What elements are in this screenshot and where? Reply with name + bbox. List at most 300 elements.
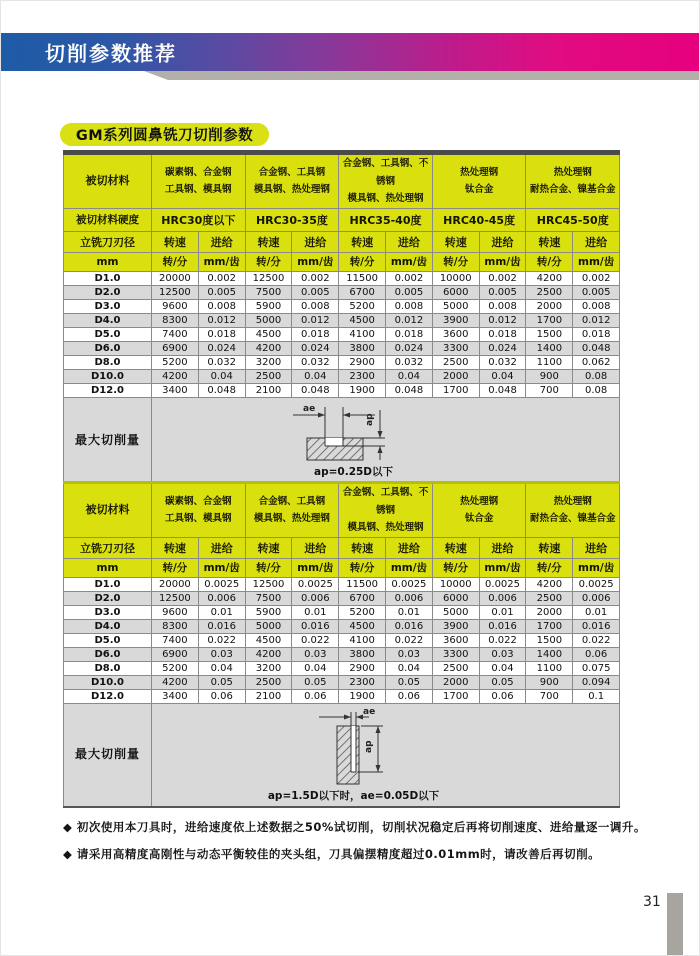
value-cell: 1400: [526, 647, 573, 661]
material-row-label: 被切材料: [64, 483, 152, 538]
value-cell: 0.005: [386, 285, 433, 299]
hardness-value-header: HRC30度以下: [152, 208, 246, 231]
value-cell: 0.048: [573, 341, 620, 355]
value-cell: 1700: [432, 689, 479, 703]
value-cell: 0.016: [198, 619, 245, 633]
value-cell: 4500: [339, 619, 386, 633]
value-cell: 0.032: [386, 355, 433, 369]
value-cell: 0.012: [573, 313, 620, 327]
value-cell: 1900: [339, 689, 386, 703]
value-cell: 0.006: [386, 591, 433, 605]
diameter-cell: D4.0: [64, 313, 152, 327]
value-cell: 0.032: [198, 355, 245, 369]
ap-dim-label: ap: [364, 413, 375, 426]
value-cell: 0.04: [292, 661, 339, 675]
value-cell: 0.048: [386, 383, 433, 397]
value-cell: 0.006: [198, 591, 245, 605]
feed-unit-header: mm/齿: [292, 252, 339, 271]
diagram-caption: ap=1.5D以下时，ae=0.05D以下: [267, 790, 440, 803]
feed-unit-header: mm/齿: [479, 252, 526, 271]
value-cell: 3800: [339, 341, 386, 355]
value-cell: 0.002: [198, 271, 245, 285]
speed-unit-header: 转/分: [245, 558, 292, 577]
data-row: [64, 313, 620, 327]
diameter-cell: D5.0: [64, 327, 152, 341]
value-cell: 0.024: [479, 341, 526, 355]
value-cell: 3600: [432, 633, 479, 647]
units-row: [64, 252, 620, 271]
hardness-row: [64, 208, 620, 231]
diameter-unit-label: mm: [64, 558, 152, 577]
feed-header: 进给: [573, 231, 620, 252]
diagram-caption: ap=0.25D以下: [314, 465, 394, 478]
value-cell: 7400: [152, 327, 199, 341]
material-group-header: 热处理钢 钛合金: [432, 153, 526, 209]
value-cell: 4200: [526, 271, 573, 285]
value-cell: 2500: [245, 675, 292, 689]
speed-header: 转速: [152, 231, 199, 252]
material-group-header: 热处理钢 耐热合金、镍基合金: [526, 483, 620, 538]
value-cell: 2100: [245, 383, 292, 397]
value-cell: 0.01: [198, 605, 245, 619]
value-cell: 6900: [152, 647, 199, 661]
material-group-header: 热处理钢 钛合金: [432, 483, 526, 538]
value-cell: 0.01: [573, 605, 620, 619]
value-cell: 1700: [526, 619, 573, 633]
value-cell: 0.075: [573, 661, 620, 675]
max-cut-row: [64, 397, 620, 483]
feed-unit-header: mm/齿: [198, 252, 245, 271]
value-cell: 0.012: [479, 313, 526, 327]
feed-header: 进给: [198, 231, 245, 252]
value-cell: 5000: [245, 313, 292, 327]
value-cell: 4100: [339, 633, 386, 647]
ap-dim-label: ap: [363, 740, 374, 754]
footnote-2: ◆ 请采用高精度高刚性与动态平衡较佳的夹头组，刀具偏摆精度超过0.01mm时，请改善后再切削。: [63, 847, 601, 861]
value-cell: 0.016: [479, 619, 526, 633]
value-cell: 2000: [526, 605, 573, 619]
speed-unit-header: 转/分: [339, 252, 386, 271]
value-cell: 0.005: [198, 285, 245, 299]
value-cell: 2500: [432, 355, 479, 369]
value-cell: 9600: [152, 605, 199, 619]
value-cell: 6700: [339, 285, 386, 299]
value-cell: 0.012: [386, 313, 433, 327]
value-cell: 12500: [245, 577, 292, 591]
feed-unit-header: mm/齿: [292, 558, 339, 577]
material-group-header: 合金钢、工具钢 模具钢、热处理钢: [245, 153, 339, 209]
max-cut-label: 最大切削量: [64, 703, 152, 807]
feed-unit-header: mm/齿: [198, 558, 245, 577]
value-cell: 0.05: [292, 675, 339, 689]
value-cell: 0.05: [198, 675, 245, 689]
speed-header: 转速: [432, 231, 479, 252]
value-cell: 1100: [526, 355, 573, 369]
hardness-value-header: HRC45-50度: [526, 208, 620, 231]
value-cell: 0.048: [292, 383, 339, 397]
value-cell: 11500: [339, 577, 386, 591]
diameter-cell: D8.0: [64, 355, 152, 369]
data-row: [64, 327, 620, 341]
value-cell: 1700: [432, 383, 479, 397]
speed-unit-header: 转/分: [526, 558, 573, 577]
diagram-wrap: [120, 706, 587, 803]
footnote-1: ◆ 初次使用本刀具时，进给速度依上述数据之50%试切削，切削状况稳定后再将切削速度、进给量逐一调升。: [63, 820, 646, 834]
feed-header: 进给: [386, 537, 433, 558]
speed-unit-header: 转/分: [245, 252, 292, 271]
material-group-header: 合金钢、工具钢、不锈钢 模具钢、热处理钢: [339, 483, 433, 538]
value-cell: 0.022: [386, 633, 433, 647]
material-group-header: 碳素钢、合金钢 工具钢、模具钢: [152, 153, 246, 209]
value-cell: 0.04: [479, 369, 526, 383]
value-cell: 0.024: [386, 341, 433, 355]
diameter-cell: D10.0: [64, 675, 152, 689]
value-cell: 0.008: [386, 299, 433, 313]
value-cell: 6000: [432, 591, 479, 605]
value-cell: 0.03: [198, 647, 245, 661]
value-cell: 0.008: [198, 299, 245, 313]
value-cell: 900: [526, 369, 573, 383]
value-cell: 5900: [245, 605, 292, 619]
diameter-cell: D5.0: [64, 633, 152, 647]
value-cell: 0.018: [573, 327, 620, 341]
value-cell: 0.01: [479, 605, 526, 619]
value-cell: 0.018: [292, 327, 339, 341]
value-cell: 0.0025: [292, 577, 339, 591]
speed-unit-header: 转/分: [339, 558, 386, 577]
value-cell: 0.04: [292, 369, 339, 383]
value-cell: 0.04: [198, 369, 245, 383]
value-cell: 0.002: [386, 271, 433, 285]
data-row: [64, 271, 620, 285]
speed-header: 转速: [339, 537, 386, 558]
data-row: [64, 285, 620, 299]
data-row: [64, 341, 620, 355]
value-cell: 0.05: [386, 675, 433, 689]
value-cell: 4200: [245, 341, 292, 355]
value-cell: 2500: [526, 285, 573, 299]
value-cell: 0.005: [573, 285, 620, 299]
value-cell: 2900: [339, 355, 386, 369]
feed-header: 进给: [198, 537, 245, 558]
speed-header: 转速: [526, 537, 573, 558]
value-cell: 3400: [152, 689, 199, 703]
diameter-cell: D3.0: [64, 299, 152, 313]
value-cell: 700: [526, 689, 573, 703]
value-cell: 5000: [432, 605, 479, 619]
value-cell: 0.018: [198, 327, 245, 341]
speed-header: 转速: [245, 231, 292, 252]
value-cell: 4500: [245, 327, 292, 341]
speed-unit-header: 转/分: [432, 252, 479, 271]
value-cell: 8300: [152, 619, 199, 633]
value-cell: 0.002: [479, 271, 526, 285]
value-cell: 0.08: [573, 369, 620, 383]
value-cell: 0.005: [292, 285, 339, 299]
value-cell: 7500: [245, 591, 292, 605]
feed-unit-header: mm/齿: [479, 558, 526, 577]
value-cell: 0.01: [292, 605, 339, 619]
value-cell: 5200: [152, 355, 199, 369]
value-cell: 0.01: [386, 605, 433, 619]
diameter-cell: D6.0: [64, 341, 152, 355]
data-row: [64, 661, 620, 675]
value-cell: 2500: [526, 591, 573, 605]
value-cell: 0.008: [479, 299, 526, 313]
diameter-cell: D4.0: [64, 619, 152, 633]
feed-header: 进给: [479, 231, 526, 252]
value-cell: 0.022: [573, 633, 620, 647]
data-row: [64, 689, 620, 703]
data-row: [64, 647, 620, 661]
diameter-row-label: 立铣刀刃径: [64, 537, 152, 558]
value-cell: 0.006: [292, 591, 339, 605]
value-cell: 1500: [526, 633, 573, 647]
diagram-wrap: [120, 402, 587, 479]
page-edge-bar: [667, 893, 683, 956]
value-cell: 12500: [245, 271, 292, 285]
data-row: [64, 675, 620, 689]
diameter-cell: D2.0: [64, 591, 152, 605]
value-cell: 3900: [432, 619, 479, 633]
value-cell: 4200: [152, 675, 199, 689]
value-cell: 4200: [245, 647, 292, 661]
value-cell: 2000: [432, 369, 479, 383]
value-cell: 5000: [432, 299, 479, 313]
value-cell: 20000: [152, 271, 199, 285]
speed-header: 转速: [152, 537, 199, 558]
value-cell: 3400: [152, 383, 199, 397]
value-cell: 0.032: [479, 355, 526, 369]
value-cell: 10000: [432, 577, 479, 591]
value-cell: 0.008: [573, 299, 620, 313]
value-cell: 0.012: [198, 313, 245, 327]
speed-unit-header: 转/分: [526, 252, 573, 271]
value-cell: 4500: [245, 633, 292, 647]
hardness-row-label: 被切材料硬度: [64, 208, 152, 231]
value-cell: 0.04: [386, 661, 433, 675]
hardness-value-header: HRC30-35度: [245, 208, 339, 231]
section-title-pill: [60, 123, 269, 146]
diameter-cell: D10.0: [64, 369, 152, 383]
footnotes: [63, 819, 646, 873]
hardness-value-header: HRC35-40度: [339, 208, 433, 231]
value-cell: 0.0025: [198, 577, 245, 591]
value-cell: 11500: [339, 271, 386, 285]
value-cell: 0.008: [292, 299, 339, 313]
value-cell: 1500: [526, 327, 573, 341]
value-cell: 6000: [432, 285, 479, 299]
value-cell: 12500: [152, 285, 199, 299]
value-cell: 0.1: [573, 689, 620, 703]
value-cell: 0.0025: [573, 577, 620, 591]
value-cell: 0.04: [198, 661, 245, 675]
value-cell: 0.094: [573, 675, 620, 689]
side-milling-diagram: [279, 706, 429, 788]
value-cell: 3300: [432, 647, 479, 661]
diameter-unit-label: mm: [64, 252, 152, 271]
value-cell: 0.022: [198, 633, 245, 647]
section-title: GM系列圆鼻铣刀切削参数: [75, 128, 254, 144]
value-cell: 0.05: [479, 675, 526, 689]
value-cell: 0.06: [479, 689, 526, 703]
value-cell: 5000: [245, 619, 292, 633]
value-cell: 0.08: [573, 383, 620, 397]
value-cell: 7400: [152, 633, 199, 647]
material-group-header: 热处理钢 耐热合金、镍基合金: [526, 153, 620, 209]
value-cell: 1900: [339, 383, 386, 397]
value-cell: 0.06: [386, 689, 433, 703]
data-row: [64, 619, 620, 633]
value-cell: 0.016: [386, 619, 433, 633]
speed-header: 转速: [245, 537, 292, 558]
value-cell: 4100: [339, 327, 386, 341]
speed-unit-header: 转/分: [152, 558, 199, 577]
value-cell: 5900: [245, 299, 292, 313]
value-cell: 0.016: [292, 619, 339, 633]
value-cell: 2000: [526, 299, 573, 313]
value-cell: 0.032: [292, 355, 339, 369]
value-cell: 2300: [339, 369, 386, 383]
value-cell: 0.024: [292, 341, 339, 355]
value-cell: 3900: [432, 313, 479, 327]
max-cut-diagram-cell: [152, 397, 620, 483]
max-cut-diagram-cell: [152, 703, 620, 807]
value-cell: 5200: [339, 299, 386, 313]
page-number: 31: [643, 894, 661, 910]
value-cell: 0.062: [573, 355, 620, 369]
data-row: [64, 605, 620, 619]
value-cell: 2500: [245, 369, 292, 383]
feed-header: 进给: [573, 537, 620, 558]
data-row: [64, 591, 620, 605]
value-cell: 0.006: [573, 591, 620, 605]
cutting-parameters-table-2: [63, 481, 620, 808]
speed-header: 转速: [339, 231, 386, 252]
value-cell: 5200: [339, 605, 386, 619]
value-cell: 0.002: [573, 271, 620, 285]
data-row: [64, 383, 620, 397]
value-cell: 1100: [526, 661, 573, 675]
value-cell: 2100: [245, 689, 292, 703]
banner-gray-strip: [1, 71, 700, 80]
value-cell: 3800: [339, 647, 386, 661]
value-cell: 0.03: [386, 647, 433, 661]
value-cell: 0.04: [479, 661, 526, 675]
material-row-label: 被切材料: [64, 153, 152, 209]
value-cell: 0.06: [292, 689, 339, 703]
feed-unit-header: mm/齿: [386, 558, 433, 577]
data-row: [64, 299, 620, 313]
feed-header: 进给: [386, 231, 433, 252]
value-cell: 0.012: [292, 313, 339, 327]
value-cell: 0.03: [292, 647, 339, 661]
value-cell: 1400: [526, 341, 573, 355]
material-group-header: 合金钢、工具钢 模具钢、热处理钢: [245, 483, 339, 538]
materials-row: [64, 483, 620, 538]
feed-unit-header: mm/齿: [386, 252, 433, 271]
units-row: [64, 558, 620, 577]
diameter-cell: D2.0: [64, 285, 152, 299]
value-cell: 0.022: [292, 633, 339, 647]
value-cell: 0.016: [573, 619, 620, 633]
max-cut-row: [64, 703, 620, 807]
value-cell: 0.0025: [386, 577, 433, 591]
value-cell: 0.0025: [479, 577, 526, 591]
max-cut-label: 最大切削量: [64, 397, 152, 483]
data-row: [64, 633, 620, 647]
value-cell: 0.06: [198, 689, 245, 703]
value-cell: 4500: [339, 313, 386, 327]
ae-dim-label: ae: [362, 707, 375, 718]
diameter-row-label: 立铣刀刃径: [64, 231, 152, 252]
value-cell: 0.048: [198, 383, 245, 397]
materials-row: [64, 153, 620, 209]
value-cell: 0.048: [479, 383, 526, 397]
value-cell: 9600: [152, 299, 199, 313]
value-cell: 3300: [432, 341, 479, 355]
value-cell: 0.03: [479, 647, 526, 661]
speed-header: 转速: [526, 231, 573, 252]
page-header-banner: [1, 33, 700, 71]
value-cell: 12500: [152, 591, 199, 605]
value-cell: 20000: [152, 577, 199, 591]
value-cell: 2000: [432, 675, 479, 689]
diameter-cell: D3.0: [64, 605, 152, 619]
diameter-cell: D1.0: [64, 271, 152, 285]
feed-header: 进给: [292, 537, 339, 558]
feed-header: 进给: [479, 537, 526, 558]
value-cell: 0.06: [573, 647, 620, 661]
value-cell: 5200: [152, 661, 199, 675]
value-cell: 8300: [152, 313, 199, 327]
diameter-cell: D8.0: [64, 661, 152, 675]
value-cell: 2300: [339, 675, 386, 689]
value-cell: 2900: [339, 661, 386, 675]
feed-unit-header: mm/齿: [573, 558, 620, 577]
speed-unit-header: 转/分: [432, 558, 479, 577]
value-cell: 4200: [526, 577, 573, 591]
data-row: [64, 577, 620, 591]
value-cell: 0.005: [479, 285, 526, 299]
value-cell: 7500: [245, 285, 292, 299]
speed-unit-header: 转/分: [152, 252, 199, 271]
value-cell: 4200: [152, 369, 199, 383]
speed-feed-row: [64, 231, 620, 252]
value-cell: 0.018: [479, 327, 526, 341]
value-cell: 1700: [526, 313, 573, 327]
cutting-parameters-table-1: [63, 150, 620, 484]
value-cell: 700: [526, 383, 573, 397]
ae-dim-label: ae: [302, 403, 315, 414]
value-cell: 0.006: [479, 591, 526, 605]
value-cell: 3200: [245, 661, 292, 675]
feed-unit-header: mm/齿: [573, 252, 620, 271]
slot-milling-diagram: [279, 402, 429, 464]
value-cell: 2500: [432, 661, 479, 675]
hardness-value-header: HRC40-45度: [432, 208, 526, 231]
value-cell: 0.022: [479, 633, 526, 647]
value-cell: 10000: [432, 271, 479, 285]
data-row: [64, 369, 620, 383]
speed-header: 转速: [432, 537, 479, 558]
value-cell: 900: [526, 675, 573, 689]
material-group-header: 合金钢、工具钢、不锈钢 模具钢、热处理钢: [339, 153, 433, 209]
value-cell: 3200: [245, 355, 292, 369]
value-cell: 0.04: [386, 369, 433, 383]
material-group-header: 碳素钢、合金钢 工具钢、模具钢: [152, 483, 246, 538]
speed-feed-row: [64, 537, 620, 558]
